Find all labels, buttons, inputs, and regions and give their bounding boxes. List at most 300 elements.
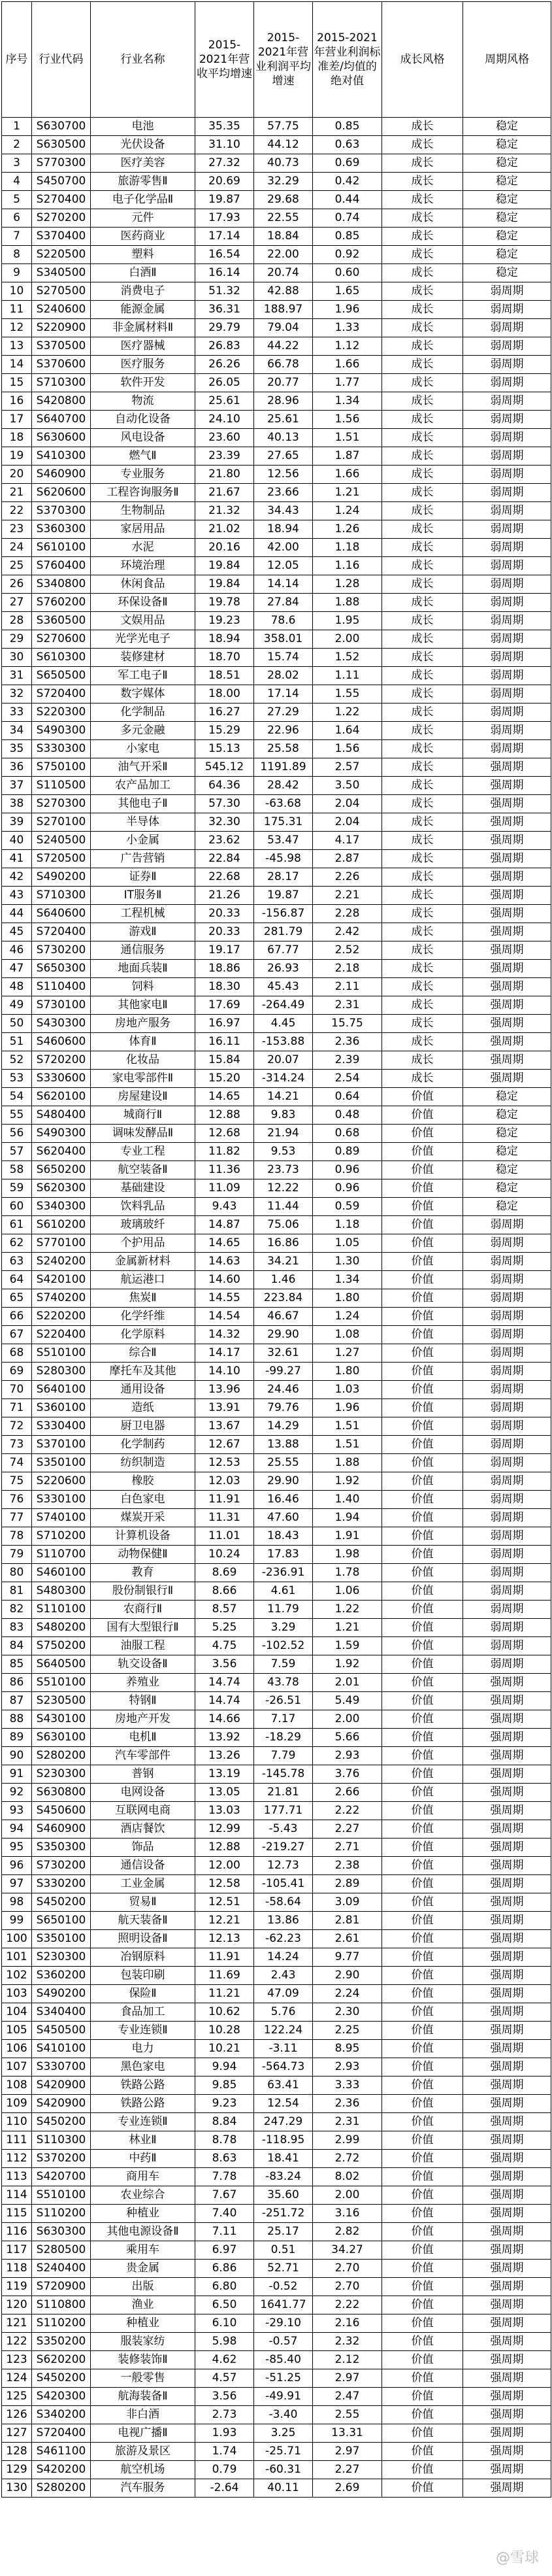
- cell-growth-style: 成长: [382, 246, 463, 264]
- table-row: [2, 392, 551, 411]
- cell-growth-style: 价值: [382, 1454, 463, 1472]
- cell-growth-style: 成长: [382, 905, 463, 923]
- cell-profit-volatility: 34.27: [313, 2241, 382, 2260]
- cell-revenue-growth: 1.93: [195, 2424, 254, 2443]
- cell-industry-name: 动物保健Ⅱ: [91, 1546, 195, 1564]
- cell-profit-volatility: 3.50: [313, 777, 382, 795]
- cell-industry-code: S350100: [32, 1930, 91, 1948]
- cell-revenue-growth: 22.84: [195, 850, 254, 868]
- cell-profit-growth: 52.71: [254, 2260, 313, 2278]
- cell-industry-code: S730200: [32, 1857, 91, 1875]
- table-row: [2, 1619, 551, 1637]
- cell-industry-code: S340200: [32, 2406, 91, 2424]
- table-row: [2, 520, 551, 539]
- cell-growth-style: 价值: [382, 1985, 463, 2003]
- cell-industry-code: S110300: [32, 2131, 91, 2150]
- cell-cycle-style: 强周期: [463, 2150, 551, 2168]
- cell-profit-volatility: 1.80: [313, 1289, 382, 1308]
- cell-growth-style: 成长: [382, 374, 463, 392]
- cell-growth-style: 价值: [382, 1253, 463, 1271]
- cell-industry-name: 通信服务: [91, 941, 195, 960]
- cell-index: 42: [2, 868, 32, 887]
- cell-growth-style: 价值: [382, 2278, 463, 2296]
- cell-industry-name: 渔业: [91, 2296, 195, 2314]
- cell-profit-volatility: 2.47: [313, 2388, 382, 2406]
- cell-industry-name: 化学制药: [91, 1436, 195, 1454]
- cell-cycle-style: 强周期: [463, 1985, 551, 2003]
- cell-profit-growth: 12.05: [254, 557, 313, 575]
- cell-growth-style: 价值: [382, 2022, 463, 2040]
- cell-profit-volatility: 5.66: [313, 1729, 382, 1747]
- cell-cycle-style: 稳定: [463, 1106, 551, 1125]
- cell-index: 19: [2, 447, 32, 466]
- cell-revenue-growth: 21.80: [195, 466, 254, 484]
- cell-growth-style: 价值: [382, 1765, 463, 1784]
- cell-industry-name: 工业金属: [91, 1875, 195, 1893]
- cell-index: 3: [2, 154, 32, 173]
- cell-profit-growth: 14.14: [254, 575, 313, 594]
- cell-industry-name: 特钢Ⅱ: [91, 1692, 195, 1710]
- cell-industry-code: S620600: [32, 484, 91, 502]
- cell-industry-name: 林业Ⅱ: [91, 2131, 195, 2150]
- industry-table-wrapper: [1, 1, 551, 2498]
- cell-industry-code: S330300: [32, 740, 91, 758]
- cell-growth-style: 价值: [382, 2076, 463, 2095]
- cell-growth-style: 价值: [382, 1930, 463, 1948]
- cell-growth-style: 价值: [382, 2168, 463, 2186]
- cell-index: 87: [2, 1692, 32, 1710]
- cell-profit-volatility: 2.89: [313, 1875, 382, 1893]
- cell-profit-growth: 15.74: [254, 649, 313, 667]
- cell-index: 24: [2, 539, 32, 557]
- cell-industry-name: 乘用车: [91, 2241, 195, 2260]
- cell-profit-growth: 11.79: [254, 1601, 313, 1619]
- cell-profit-growth: 13.88: [254, 1436, 313, 1454]
- cell-profit-volatility: 0.59: [313, 1198, 382, 1216]
- cell-industry-name: 橡胶: [91, 1472, 195, 1491]
- cell-industry-code: S110200: [32, 2205, 91, 2223]
- cell-growth-style: 成长: [382, 502, 463, 520]
- cell-profit-volatility: 2.28: [313, 905, 382, 923]
- cell-profit-volatility: 2.12: [313, 2351, 382, 2369]
- cell-profit-volatility: 0.60: [313, 264, 382, 282]
- table-row: [2, 356, 551, 374]
- table-row: [2, 1857, 551, 1875]
- cell-profit-volatility: 1.88: [313, 594, 382, 612]
- cell-index: 103: [2, 1985, 32, 2003]
- cell-cycle-style: 强周期: [463, 1967, 551, 1985]
- cell-revenue-growth: 26.26: [195, 356, 254, 374]
- cell-revenue-growth: 14.10: [195, 1363, 254, 1381]
- cell-industry-name: 国有大型银行Ⅱ: [91, 1619, 195, 1637]
- table-row: [2, 1216, 551, 1234]
- cell-industry-name: 多元金融: [91, 722, 195, 740]
- cell-index: 62: [2, 1234, 32, 1253]
- cell-industry-code: S350100: [32, 1454, 91, 1472]
- cell-revenue-growth: 4.75: [195, 1637, 254, 1655]
- cell-revenue-growth: 12.88: [195, 1839, 254, 1857]
- cell-profit-growth: 18.43: [254, 1527, 313, 1546]
- table-row: [2, 1436, 551, 1454]
- cell-industry-name: 通用设备: [91, 1381, 195, 1399]
- cell-cycle-style: 稳定: [463, 118, 551, 136]
- cell-profit-growth: 16.46: [254, 1491, 313, 1509]
- cell-growth-style: 成长: [382, 777, 463, 795]
- cell-revenue-growth: 11.21: [195, 1985, 254, 2003]
- cell-growth-style: 价值: [382, 1710, 463, 1729]
- table-row: [2, 740, 551, 758]
- cell-industry-code: S340400: [32, 2003, 91, 2022]
- cell-index: 30: [2, 649, 32, 667]
- cell-profit-growth: 34.43: [254, 502, 313, 520]
- cell-profit-volatility: 2.38: [313, 1857, 382, 1875]
- cell-profit-volatility: 2.52: [313, 941, 382, 960]
- cell-cycle-style: 强周期: [463, 1070, 551, 1088]
- cell-index: 99: [2, 1912, 32, 1930]
- cell-index: 21: [2, 484, 32, 502]
- cell-growth-style: 价值: [382, 2186, 463, 2205]
- cell-growth-style: 成长: [382, 1070, 463, 1088]
- cell-revenue-growth: 15.84: [195, 1051, 254, 1070]
- cell-industry-name: 航天装备Ⅱ: [91, 1912, 195, 1930]
- cell-cycle-style: 弱周期: [463, 1619, 551, 1637]
- cell-index: 72: [2, 1417, 32, 1436]
- cell-growth-style: 价值: [382, 1289, 463, 1308]
- table-row: [2, 1308, 551, 1326]
- cell-profit-volatility: 2.36: [313, 2095, 382, 2113]
- header-industry-name: 行业名称: [91, 2, 195, 118]
- cell-revenue-growth: 64.36: [195, 777, 254, 795]
- cell-cycle-style: 强周期: [463, 1710, 551, 1729]
- cell-industry-code: S330700: [32, 2058, 91, 2076]
- cell-index: 48: [2, 978, 32, 996]
- cell-industry-name: 计算机设备: [91, 1527, 195, 1546]
- table-row: [2, 1655, 551, 1674]
- cell-profit-volatility: 2.93: [313, 2058, 382, 2076]
- table-row: [2, 282, 551, 301]
- table-row: [2, 612, 551, 630]
- table-row: [2, 1161, 551, 1179]
- cell-revenue-growth: 8.66: [195, 1582, 254, 1601]
- cell-cycle-style: 强周期: [463, 2461, 551, 2479]
- cell-revenue-growth: 8.69: [195, 1564, 254, 1582]
- cell-index: 71: [2, 1399, 32, 1417]
- table-row: [2, 1582, 551, 1601]
- cell-growth-style: 价值: [382, 2058, 463, 2076]
- cell-profit-volatility: 1.18: [313, 1216, 382, 1234]
- cell-industry-name: 航空机场: [91, 2461, 195, 2479]
- cell-profit-volatility: 2.82: [313, 2223, 382, 2241]
- cell-cycle-style: 强周期: [463, 1912, 551, 1930]
- cell-revenue-growth: 19.23: [195, 612, 254, 630]
- cell-index: 45: [2, 923, 32, 941]
- cell-cycle-style: 弱周期: [463, 1637, 551, 1655]
- cell-index: 13: [2, 337, 32, 356]
- table-row: [2, 1454, 551, 1472]
- cell-cycle-style: 弱周期: [463, 1326, 551, 1344]
- cell-index: 6: [2, 209, 32, 228]
- cell-cycle-style: 弱周期: [463, 612, 551, 630]
- cell-profit-growth: 42.88: [254, 282, 313, 301]
- cell-revenue-growth: 17.69: [195, 996, 254, 1015]
- cell-profit-growth: 12.73: [254, 1857, 313, 1875]
- cell-profit-growth: 42.00: [254, 539, 313, 557]
- cell-cycle-style: 强周期: [463, 2479, 551, 2498]
- header-cycle-style: 周期风格: [463, 2, 551, 118]
- cell-cycle-style: 强周期: [463, 2278, 551, 2296]
- cell-revenue-growth: 16.14: [195, 264, 254, 282]
- table-row: [2, 1564, 551, 1582]
- cell-industry-code: S220400: [32, 1326, 91, 1344]
- cell-revenue-growth: 20.33: [195, 923, 254, 941]
- cell-profit-growth: -60.31: [254, 2461, 313, 2479]
- cell-cycle-style: 强周期: [463, 2131, 551, 2150]
- table-row: [2, 429, 551, 447]
- cell-industry-code: S720400: [32, 685, 91, 703]
- cell-industry-code: S480300: [32, 1582, 91, 1601]
- cell-industry-code: S220600: [32, 1472, 91, 1491]
- cell-index: 66: [2, 1308, 32, 1326]
- cell-profit-growth: 18.84: [254, 228, 313, 246]
- cell-profit-volatility: 2.97: [313, 2443, 382, 2461]
- cell-profit-volatility: 2.70: [313, 2278, 382, 2296]
- cell-revenue-growth: -2.64: [195, 2479, 254, 2498]
- cell-profit-growth: 21.94: [254, 1125, 313, 1143]
- cell-index: 125: [2, 2388, 32, 2406]
- cell-profit-growth: -118.95: [254, 2131, 313, 2150]
- cell-growth-style: 价值: [382, 1637, 463, 1655]
- cell-industry-code: S220200: [32, 1308, 91, 1326]
- cell-industry-code: S490200: [32, 1985, 91, 2003]
- cell-index: 91: [2, 1765, 32, 1784]
- cell-industry-code: S360500: [32, 612, 91, 630]
- cell-revenue-growth: 24.10: [195, 411, 254, 429]
- cell-industry-code: S330200: [32, 1875, 91, 1893]
- table-row: [2, 246, 551, 264]
- table-row: [2, 1344, 551, 1363]
- cell-revenue-growth: 11.82: [195, 1143, 254, 1161]
- cell-cycle-style: 强周期: [463, 813, 551, 832]
- cell-cycle-style: 弱周期: [463, 539, 551, 557]
- cell-cycle-style: 弱周期: [463, 1308, 551, 1326]
- cell-industry-name: 工程咨询服务Ⅱ: [91, 484, 195, 502]
- cell-index: 117: [2, 2241, 32, 2260]
- cell-profit-volatility: 2.97: [313, 2369, 382, 2388]
- cell-cycle-style: 弱周期: [463, 1234, 551, 1253]
- cell-profit-growth: 24.46: [254, 1381, 313, 1399]
- cell-revenue-growth: 32.30: [195, 813, 254, 832]
- cell-industry-name: 农产品加工: [91, 777, 195, 795]
- cell-industry-name: 航空装备Ⅱ: [91, 1161, 195, 1179]
- cell-profit-growth: 40.13: [254, 429, 313, 447]
- cell-profit-volatility: 2.04: [313, 795, 382, 813]
- cell-industry-code: S370200: [32, 2150, 91, 2168]
- cell-cycle-style: 强周期: [463, 850, 551, 868]
- cell-industry-name: 生物制品: [91, 502, 195, 520]
- table-row: [2, 1637, 551, 1655]
- cell-revenue-growth: 13.05: [195, 1784, 254, 1802]
- cell-index: 122: [2, 2333, 32, 2351]
- cell-industry-code: S230500: [32, 1692, 91, 1710]
- cell-growth-style: 价值: [382, 1967, 463, 1985]
- cell-industry-code: S110500: [32, 777, 91, 795]
- cell-growth-style: 成长: [382, 649, 463, 667]
- cell-profit-volatility: 1.51: [313, 429, 382, 447]
- cell-industry-code: S760400: [32, 557, 91, 575]
- cell-revenue-growth: 57.30: [195, 795, 254, 813]
- cell-profit-growth: 23.66: [254, 484, 313, 502]
- cell-profit-volatility: 2.18: [313, 960, 382, 978]
- cell-profit-growth: -156.87: [254, 905, 313, 923]
- cell-growth-style: 成长: [382, 136, 463, 154]
- cell-industry-code: S620200: [32, 2351, 91, 2369]
- cell-industry-name: 半导体: [91, 813, 195, 832]
- table-row: [2, 2351, 551, 2369]
- cell-industry-name: 城商行Ⅱ: [91, 1106, 195, 1125]
- cell-growth-style: 价值: [382, 1234, 463, 1253]
- cell-industry-name: 家电零部件Ⅱ: [91, 1070, 195, 1088]
- table-row: [2, 1253, 551, 1271]
- cell-revenue-growth: 23.60: [195, 429, 254, 447]
- cell-cycle-style: 弱周期: [463, 1601, 551, 1619]
- cell-growth-style: 成长: [382, 118, 463, 136]
- cell-index: 121: [2, 2314, 32, 2333]
- cell-index: 28: [2, 612, 32, 630]
- table-row: [2, 667, 551, 685]
- cell-profit-growth: -264.49: [254, 996, 313, 1015]
- cell-revenue-growth: 19.84: [195, 575, 254, 594]
- cell-industry-code: S460900: [32, 466, 91, 484]
- cell-cycle-style: 强周期: [463, 2424, 551, 2443]
- cell-profit-volatility: 1.55: [313, 685, 382, 703]
- cell-growth-style: 价值: [382, 1509, 463, 1527]
- cell-industry-code: S360100: [32, 1399, 91, 1417]
- cell-industry-name: 文娱用品: [91, 612, 195, 630]
- cell-industry-code: S460600: [32, 1033, 91, 1051]
- table-row: [2, 2003, 551, 2022]
- cell-industry-code: S350200: [32, 2333, 91, 2351]
- table-row: [2, 136, 551, 154]
- cell-index: 102: [2, 1967, 32, 1985]
- table-row: [2, 813, 551, 832]
- cell-profit-growth: 358.01: [254, 630, 313, 649]
- cell-cycle-style: 稳定: [463, 1088, 551, 1106]
- cell-cycle-style: 稳定: [463, 1161, 551, 1179]
- cell-index: 128: [2, 2443, 32, 2461]
- cell-profit-volatility: 1.21: [313, 484, 382, 502]
- cell-profit-growth: 27.65: [254, 447, 313, 466]
- cell-profit-volatility: 2.32: [313, 2333, 382, 2351]
- cell-growth-style: 价值: [382, 1527, 463, 1546]
- cell-industry-code: S770100: [32, 1234, 91, 1253]
- cell-cycle-style: 弱周期: [463, 502, 551, 520]
- cell-cycle-style: 弱周期: [463, 484, 551, 502]
- table-row: [2, 374, 551, 392]
- cell-profit-volatility: 2.21: [313, 887, 382, 905]
- cell-index: 12: [2, 319, 32, 337]
- cell-index: 11: [2, 301, 32, 319]
- cell-index: 60: [2, 1198, 32, 1216]
- cell-cycle-style: 弱周期: [463, 1381, 551, 1399]
- cell-growth-style: 成长: [382, 301, 463, 319]
- cell-cycle-style: 稳定: [463, 1143, 551, 1161]
- table-row: [2, 1985, 551, 2003]
- table-row: [2, 1033, 551, 1051]
- table-row: [2, 1948, 551, 1967]
- cell-profit-volatility: 1.22: [313, 703, 382, 722]
- cell-industry-name: 物流: [91, 392, 195, 411]
- cell-profit-volatility: 1.40: [313, 1491, 382, 1509]
- cell-revenue-growth: 29.79: [195, 319, 254, 337]
- cell-index: 50: [2, 1015, 32, 1033]
- cell-industry-code: S610300: [32, 649, 91, 667]
- cell-profit-growth: 13.86: [254, 1912, 313, 1930]
- cell-profit-volatility: 1.92: [313, 1655, 382, 1674]
- cell-industry-code: S270600: [32, 630, 91, 649]
- cell-cycle-style: 稳定: [463, 246, 551, 264]
- cell-profit-volatility: 1.65: [313, 282, 382, 301]
- cell-index: 129: [2, 2461, 32, 2479]
- cell-cycle-style: 强周期: [463, 978, 551, 996]
- cell-index: 23: [2, 520, 32, 539]
- table-row: [2, 228, 551, 246]
- table-row: [2, 209, 551, 228]
- cell-revenue-growth: 14.60: [195, 1271, 254, 1289]
- cell-industry-name: 白酒Ⅱ: [91, 264, 195, 282]
- cell-growth-style: 成长: [382, 923, 463, 941]
- cell-industry-name: 煤炭开采: [91, 1509, 195, 1527]
- cell-industry-code: S630300: [32, 2223, 91, 2241]
- cell-profit-volatility: 1.34: [313, 1271, 382, 1289]
- cell-industry-code: S270200: [32, 209, 91, 228]
- cell-revenue-growth: 13.26: [195, 1747, 254, 1765]
- cell-industry-code: S640500: [32, 1655, 91, 1674]
- cell-revenue-growth: 13.92: [195, 1729, 254, 1747]
- cell-profit-volatility: 13.31: [313, 2424, 382, 2443]
- cell-revenue-growth: 6.50: [195, 2296, 254, 2314]
- cell-profit-growth: 29.90: [254, 1472, 313, 1491]
- cell-industry-code: S430300: [32, 1015, 91, 1033]
- cell-industry-code: S640700: [32, 411, 91, 429]
- cell-revenue-growth: 16.97: [195, 1015, 254, 1033]
- cell-revenue-growth: 8.84: [195, 2113, 254, 2131]
- cell-industry-name: 元件: [91, 209, 195, 228]
- cell-cycle-style: 弱周期: [463, 1363, 551, 1381]
- cell-industry-name: 旅游及景区: [91, 2443, 195, 2461]
- cell-profit-growth: 18.41: [254, 2150, 313, 2168]
- cell-profit-volatility: 2.00: [313, 1710, 382, 1729]
- cell-industry-name: 装修建材: [91, 649, 195, 667]
- cell-industry-code: S770300: [32, 154, 91, 173]
- cell-growth-style: 成长: [382, 356, 463, 374]
- cell-profit-growth: -58.64: [254, 1893, 313, 1912]
- table-row: [2, 1015, 551, 1033]
- cell-industry-code: S240600: [32, 301, 91, 319]
- cell-growth-style: 价值: [382, 1363, 463, 1381]
- cell-profit-growth: 25.55: [254, 1454, 313, 1472]
- cell-profit-volatility: 0.96: [313, 1161, 382, 1179]
- cell-industry-name: 出版: [91, 2278, 195, 2296]
- cell-cycle-style: 强周期: [463, 1839, 551, 1857]
- cell-growth-style: 价值: [382, 2314, 463, 2333]
- cell-profit-growth: 14.29: [254, 1417, 313, 1436]
- cell-industry-name: 医疗美容: [91, 154, 195, 173]
- cell-revenue-growth: 19.78: [195, 594, 254, 612]
- cell-profit-growth: 25.61: [254, 411, 313, 429]
- cell-industry-name: 股份制银行Ⅱ: [91, 1582, 195, 1601]
- cell-profit-volatility: 2.42: [313, 923, 382, 941]
- cell-cycle-style: 强周期: [463, 2443, 551, 2461]
